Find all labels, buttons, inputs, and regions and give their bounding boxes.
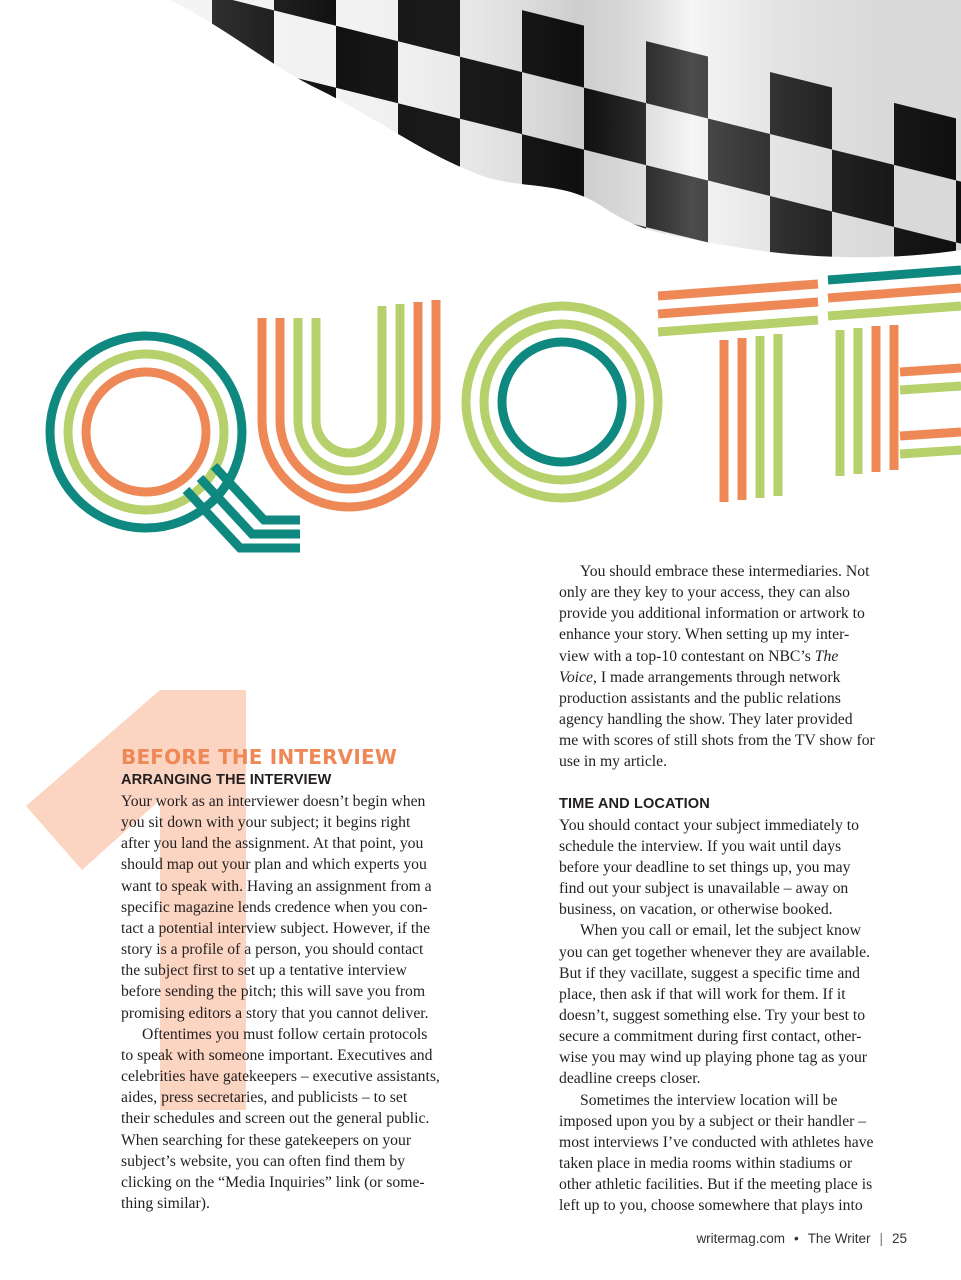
text-line: When searching for these gatekeepers on your <box>121 1131 412 1149</box>
text-line: subject’s website, you can often find them by <box>121 1152 406 1170</box>
paragraph-intermediaries <box>559 561 909 773</box>
text-line: most interviews I’ve conducted with athletes have <box>559 1133 874 1151</box>
left-column <box>121 745 466 1214</box>
footer-separator: | <box>879 1231 883 1246</box>
flag-check-square <box>212 119 274 196</box>
text-line: celebrities have gatekeepers – executive assistants, <box>121 1068 440 1086</box>
paragraph-contact <box>559 815 909 921</box>
paragraph-location <box>559 1090 909 1217</box>
text-line: doesn’t, suggest something else. Try your best to <box>559 1006 866 1024</box>
text-line: me with scores of still shots from the TV show for <box>559 732 875 750</box>
text-line: Oftentimes you must follow certain protocols <box>142 1025 428 1043</box>
text-line: agency handling the show. They later provided <box>559 711 853 729</box>
text-line: tact a potential interview subject. However, if the <box>121 919 431 937</box>
subheading-arranging: ARRANGING THE INTERVIEW <box>121 772 332 788</box>
text-line: to speak with someone important. Executives and <box>121 1046 433 1064</box>
text-line: business, on vacation, or otherwise booked. <box>559 901 833 919</box>
text-line: But if they vacillate, suggest a specific time and <box>559 964 861 982</box>
text-line: taken place in media rooms within stadiums or <box>559 1155 853 1173</box>
text-line: before sending the pitch; this will save you from <box>121 983 426 1001</box>
footer-site: writermag.com <box>696 1231 785 1246</box>
text-line: When you call or email, let the subject know <box>580 922 861 940</box>
text-line: clicking on the “Media Inquiries” link (or some- <box>121 1173 425 1191</box>
text-line: find out your subject is unavailable – away on <box>559 880 849 898</box>
right-column <box>559 561 909 1217</box>
show-title-part-1: The <box>814 647 839 665</box>
text-line: Sometimes the interview location will be <box>580 1091 838 1109</box>
page-number: 25 <box>891 1231 907 1246</box>
flag-check-square <box>150 165 212 242</box>
text-line: before your deadline to set things up, you may <box>559 858 851 876</box>
text-line: secure a commitment during first contact, other- <box>559 1028 862 1046</box>
text-line: enhance your story. When setting up my inter- <box>559 626 850 644</box>
text-line: specific magazine lends credence when you con- <box>121 898 428 916</box>
text-line: imposed upon you by a subject or their handler – <box>559 1112 867 1130</box>
text-line: You should contact your subject immediately to <box>559 816 859 834</box>
paragraph-1 <box>121 791 466 1024</box>
text-line: their schedules and screen out the general public. <box>121 1110 430 1128</box>
letter-t <box>658 284 818 502</box>
text-line: provide you additional information or artwork to <box>559 605 865 623</box>
quote-title-art <box>0 255 961 585</box>
text-line: should map out your plan and which experts you <box>121 856 427 874</box>
text-line: schedule the interview. If you wait until days <box>559 837 842 855</box>
text-line: other athletic facilities. But if the meeting place is <box>559 1176 873 1194</box>
text-line: after you land the assignment. At that point, you <box>121 835 424 853</box>
text-line: production assistants and the public relations <box>559 689 841 707</box>
page-footer <box>696 1231 907 1246</box>
text-line: Your work as an interviewer doesn’t begin when <box>121 793 426 810</box>
footer-magazine: The Writer <box>807 1231 871 1246</box>
text-line: thing similar). <box>121 1194 210 1212</box>
text-line: only are they key to your access, they can also <box>559 584 850 602</box>
text-line: deadline creeps closer. <box>559 1070 701 1088</box>
section-heading: BEFORE THE INTERVIEW <box>121 745 398 769</box>
paragraph-call-email <box>559 920 909 1089</box>
letter-o <box>466 306 658 498</box>
text-line: promising editors a story that you cannot deliver. <box>121 1004 429 1022</box>
text-line: use in my article. <box>559 753 668 771</box>
footer-bullet: • <box>793 1231 799 1246</box>
letter-u <box>262 300 436 507</box>
flag-check-square <box>336 150 398 227</box>
flag-check-square <box>150 41 212 118</box>
text-line: aides, press secretaries, and publicists – to set <box>121 1089 408 1107</box>
text-line: you can get together whenever they are available. <box>559 943 870 961</box>
text-line: story is a profile of a person, you should contact <box>121 941 424 959</box>
text-line: You should embrace these intermediaries. Not <box>580 563 870 580</box>
checkered-flag-image <box>0 0 961 270</box>
subheading-time-location: TIME AND LOCATION <box>559 795 710 812</box>
text-line: view with a top-10 contestant on NBC’s <box>559 647 811 665</box>
paragraph-2 <box>121 1024 466 1214</box>
paragraph-intermediaries-continued: , I made arrangements through network <box>592 668 841 686</box>
text-line: you sit down with your subject; it begins right <box>121 814 411 832</box>
letter-e <box>828 270 961 476</box>
text-line: the subject first to set up a tentative interview <box>121 962 407 980</box>
show-title-part-2: Voice <box>559 668 593 686</box>
flag-check-square <box>460 181 522 258</box>
text-line: place, then ask if that will work for them. If it <box>559 985 846 1003</box>
text-line: want to speak with. Having an assignment from a <box>121 877 432 895</box>
text-line: left up to you, choose somewhere that plays into <box>559 1197 863 1215</box>
text-line: wise you may wind up playing phone tag as your <box>559 1049 868 1067</box>
